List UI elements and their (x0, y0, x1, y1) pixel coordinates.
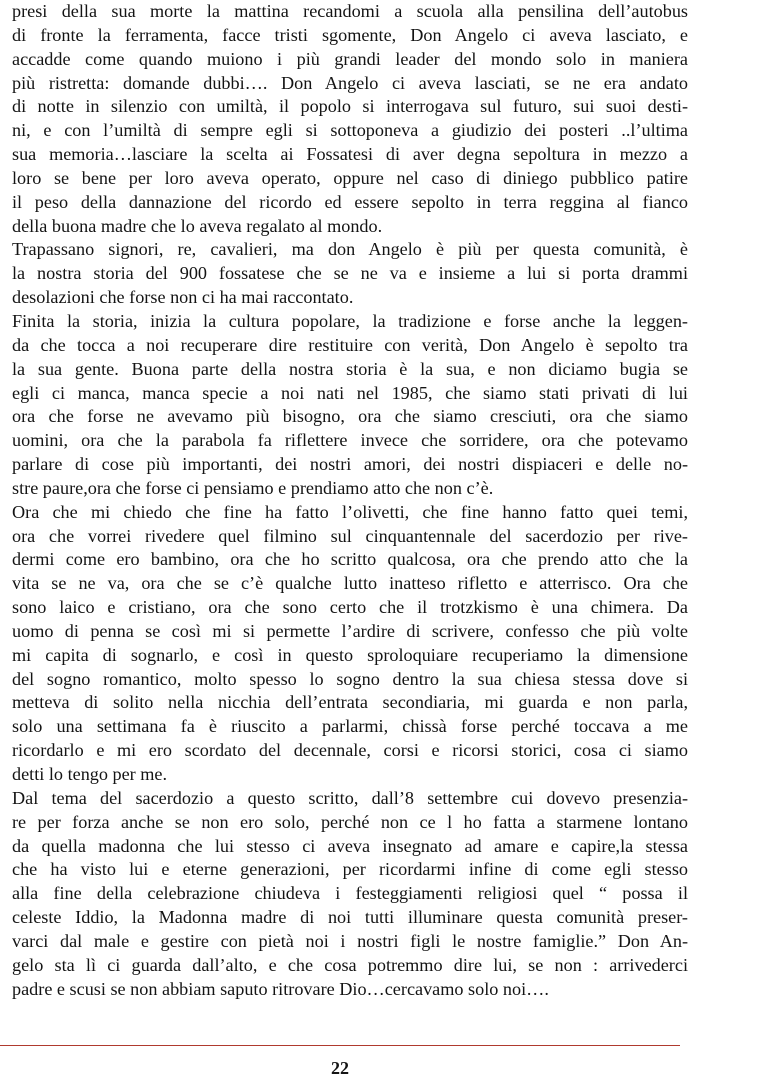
text-line: da quella madonna che lui stesso ci aveva insegnato ad amare e capire,la stessa (12, 835, 688, 856)
text-line: Finita la storia, inizia la cultura popolare, la tradizione e forse anche la leggen- (12, 310, 688, 331)
text-line: più ristretta: domande dubbi…. Don Angelo ci aveva lasciati, se ne era andato (12, 72, 688, 93)
text-line: padre e scusi se non abbiam saputo ritrovare Dio…cercavamo solo noi…. (12, 978, 549, 999)
text-line: egli ci manca, manca specie a noi nati nel 1985, che siamo stati privati di lui (12, 382, 688, 403)
text-line: mi capita di sognarlo, e così in questo sproloquiare recuperiamo la dimensione (12, 644, 688, 665)
paragraph (12, 787, 688, 1002)
text-line: da che tocca a noi recuperare dire restituire con verità, Don Angelo è sepolto tra (12, 334, 688, 355)
text-line: del sogno romantico, molto spesso lo sogno dentro la sua chiesa stessa dove si (12, 668, 688, 689)
body-text (12, 0, 688, 1001)
text-line: Trapassano signori, re, cavalieri, ma don Angelo è più per questa comunità, è (12, 239, 688, 260)
paragraph (12, 0, 688, 238)
text-line: metteva di solito nella nicchia dell’entrata secondiaria, mi guarda e non parla, (12, 692, 688, 713)
text-line: sono laico e cristiano, ora che sono certo che il trotzkismo è una chimera. Da (12, 597, 688, 618)
text-line: uomini, ora che la parabola fa riflettere invece che sorridere, ora che potevamo (12, 430, 688, 451)
text-line: solo una settimana fa è riuscito a parlarmi, chissà forse perché toccava a me (12, 716, 688, 737)
text-line: accadde come quando muiono i più grandi leader del mondo solo in maniera (12, 48, 688, 69)
text-line: celeste Iddio, la Madonna madre di noi tutti illuminare questa comunità preser- (12, 907, 688, 928)
text-line: gelo sta lì ci guarda dall’alto, e che cosa potremmo dire lui, se non : arrivederci (12, 954, 688, 975)
text-line: di notte in silenzio con umiltà, il popolo si interrogava sul futuro, sui suoi desti- (12, 96, 688, 117)
text-line: parlare di cose più importanti, dei nostri amori, dei nostri dispiaceri e delle no- (12, 454, 688, 475)
text-line: re per forza anche se non ero solo, perché non ce l ho fatta a starmene lontano (12, 811, 688, 832)
text-line: desolazioni che forse non ci ha mai raccontato. (12, 287, 354, 308)
text-line: la nostra storia del 900 fossatese che se ne va e insieme a lui si porta drammi (12, 263, 688, 284)
text-line: loro se bene per loro aveva operato, oppure nel caso di diniego pubblico patire (12, 167, 688, 188)
text-line: ora che forse ne avevamo più bisogno, ora che siamo cresciuti, ora che siamo (12, 406, 688, 427)
text-line: Ora che mi chiedo che fine ha fatto l’olivetti, che fine hanno fatto quei temi, (12, 501, 688, 522)
text-line: presi della sua morte la mattina recandomi a scuola alla pensilina dell’autobus (12, 1, 688, 21)
paragraph (12, 501, 688, 787)
text-line: la sua gente. Buona parte della nostra storia è la sua, e non diciamo bugia se (12, 358, 688, 379)
text-line: di fronte la ferramenta, facce tristi sgomente, Don Angelo ci aveva lasciato, e (12, 24, 688, 45)
text-line: che ha visto lui e eterne generazioni, per ricordarmi infine di come egli stesso (12, 859, 688, 880)
text-line: Dal tema del sacerdozio a questo scritto, dall’8 settembre cui dovevo presenzia- (12, 787, 688, 808)
paragraph (12, 310, 688, 501)
footer-rule (0, 1045, 680, 1046)
text-line: detti lo tengo per me. (12, 764, 168, 784)
paragraph (12, 238, 688, 310)
text-line: ricordarlo e mi ero scordato del decennale, corsi e ricorsi storici, cosa ci siamo (12, 740, 688, 761)
page-number: 22 (331, 1058, 349, 1078)
text-line: vita se ne va, ora che se c’è qualche lutto inatteso rifletto e atterrisco. Ora che (12, 573, 688, 594)
text-line: ni, e con l’umiltà di sempre egli si sottoponeva a giudizio dei posteri ..l’ultima (12, 120, 688, 141)
text-line: varci dal male e gestire con pietà noi i nostri figli le nostre famiglie.” Don An- (12, 930, 688, 951)
text-line: sua memoria…lasciare la scelta ai Fossatesi di aver degna sepoltura in mezzo a (12, 144, 688, 165)
text-line: stre paure,ora che forse ci pensiamo e prendiamo atto che non c’è. (12, 477, 494, 498)
text-line: alla fine della celebrazione chiudeva i festeggiamenti religiosi quel “ possa il (12, 883, 688, 904)
text-line: il peso della dannazione del ricordo ed essere sepolto in terra reggina al fianco (12, 191, 688, 212)
text-line: ora che vorrei rivedere quel filmino sul cinquantennale del sacerdozio per rive- (12, 525, 688, 546)
text-line: della buona madre che lo aveva regalato al mondo. (12, 215, 383, 236)
text-line: uomo di penna se così mi si permette l’ardire di scrivere, confesso che più volte (12, 620, 688, 641)
text-line: dermi come ero bambino, ora che ho scritto qualcosa, ora che prendo atto che la (12, 549, 688, 570)
